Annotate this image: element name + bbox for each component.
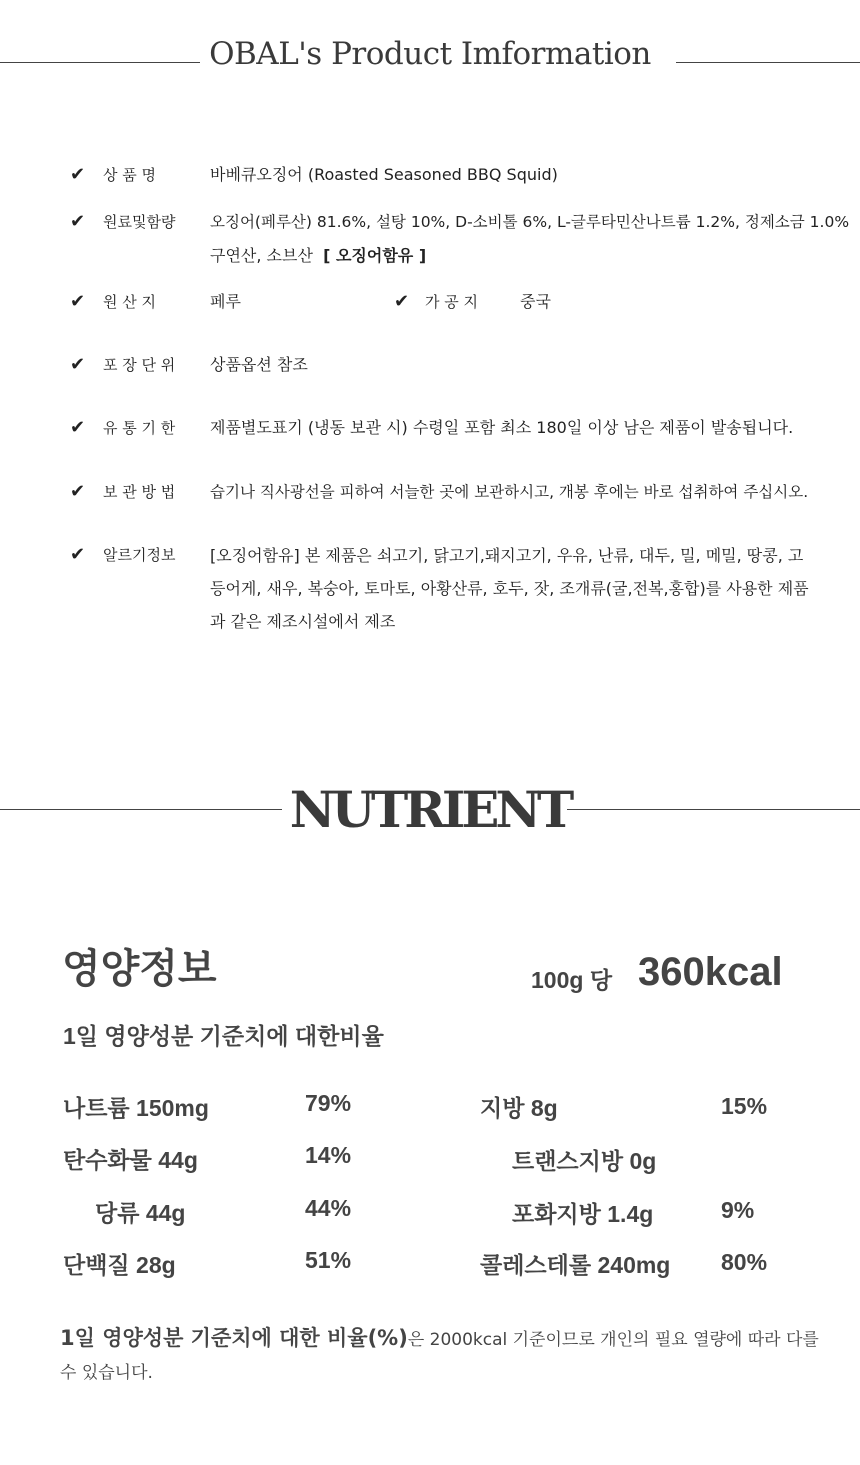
nutrient-percent: 9% xyxy=(721,1197,755,1223)
nutrient-percent: 79% xyxy=(305,1090,352,1116)
nutrient-name: 나트륨 150mg xyxy=(63,1095,209,1121)
info-value: 상품옵션 참조 xyxy=(210,355,308,374)
info-label: 원료및함량 xyxy=(103,213,176,231)
nutrient-percent: 15% xyxy=(721,1093,768,1119)
info-value xyxy=(210,206,860,272)
nutrient-percent: 44% xyxy=(305,1195,352,1221)
check-icon: ✔ xyxy=(70,211,86,232)
nutrition-footnote xyxy=(60,1322,820,1390)
nutrient-name: 트랜스지방 0g xyxy=(512,1148,657,1174)
ingredients-contains-note: [ 오징어함유 ] xyxy=(323,246,427,265)
check-icon: ✔ xyxy=(70,164,86,185)
nutrient-name: 포화지방 1.4g xyxy=(512,1201,654,1227)
ingredients-line-2-text: 구연산, 소브산 xyxy=(210,246,313,265)
nutrition-subheading: 1일 영양성분 기준치에 대한비율 xyxy=(63,1023,384,1049)
info-label: 보 관 방 법 xyxy=(103,483,176,501)
nutrient-percent: 14% xyxy=(305,1142,352,1168)
check-icon: ✔ xyxy=(70,544,86,565)
footnote-text: 은 2000kcal 기준이므로 개인의 필요 열량에 따라 다를 수 있습니다. xyxy=(60,1330,819,1383)
nutrient-name: 탄수화물 44g xyxy=(63,1147,198,1173)
product-info-title: OBAL's Product Imformation xyxy=(209,36,651,72)
ingredients-line-1: 오징어(페루산) 81.6%, 설탕 10%, D-소비톨 6%, L-글루타민산나트륨 1.2%, 정제소금 1.0% xyxy=(210,213,850,231)
ingredients-line-2 xyxy=(210,239,860,272)
nutrient-percent: 80% xyxy=(721,1249,768,1275)
info-label: 알르기정보 xyxy=(103,546,176,564)
info-label: 유 통 기 한 xyxy=(103,419,176,437)
check-icon: ✔ xyxy=(70,354,86,375)
info-value: 습기나 직사광선을 피하여 서늘한 곳에 보관하시고, 개봉 후에는 바로 섭취하여 주십시오. xyxy=(210,483,809,501)
footnote-bold: 1일 영양성분 기준치에 대한 비율(%) xyxy=(60,1326,408,1350)
info-label: 포 장 단 위 xyxy=(103,356,176,374)
check-icon: ✔ xyxy=(394,291,410,312)
info-label: 원 산 지 xyxy=(103,293,157,311)
processing-label: 가 공 지 xyxy=(425,293,479,311)
calories: 360kcal xyxy=(638,950,783,994)
info-value: 제품별도표기 (냉동 보관 시) 수령일 포함 최소 180일 이상 남은 제품이 발송됩니다. xyxy=(210,418,794,437)
nutrient-percent: 51% xyxy=(305,1247,352,1273)
nutrient-title: NUTRIENT xyxy=(289,780,571,839)
nutrient-name: 지방 8g xyxy=(480,1095,558,1121)
info-value: 페루 xyxy=(210,292,241,311)
nutrient-name: 당류 44g xyxy=(95,1200,186,1226)
nutrient-name: 단백질 28g xyxy=(63,1252,176,1278)
info-value: [오징어함유] 본 제품은 쇠고기, 닭고기,돼지고기, 우유, 난류, 대두, 밀, 메밀, 땅콩, 고등어게, 새우, 복숭아, 토마토, 아황산류, 호두, 잣, 조개류(굴,전복,홍합)를 사용한 제품과 같은 제조시설에서 제조 xyxy=(210,546,809,631)
check-icon: ✔ xyxy=(70,481,86,502)
check-icon: ✔ xyxy=(70,417,86,438)
serving-size: 100g 당 xyxy=(531,967,613,993)
processing-value: 중국 xyxy=(520,292,551,311)
info-label: 상 품 명 xyxy=(103,166,157,184)
nutrient-name: 콜레스테롤 240mg xyxy=(480,1252,671,1278)
nutrition-heading: 영양정보 xyxy=(62,947,217,991)
check-icon: ✔ xyxy=(70,291,86,312)
info-value: 바베큐오징어 (Roasted Seasoned BBQ Squid) xyxy=(210,165,558,184)
